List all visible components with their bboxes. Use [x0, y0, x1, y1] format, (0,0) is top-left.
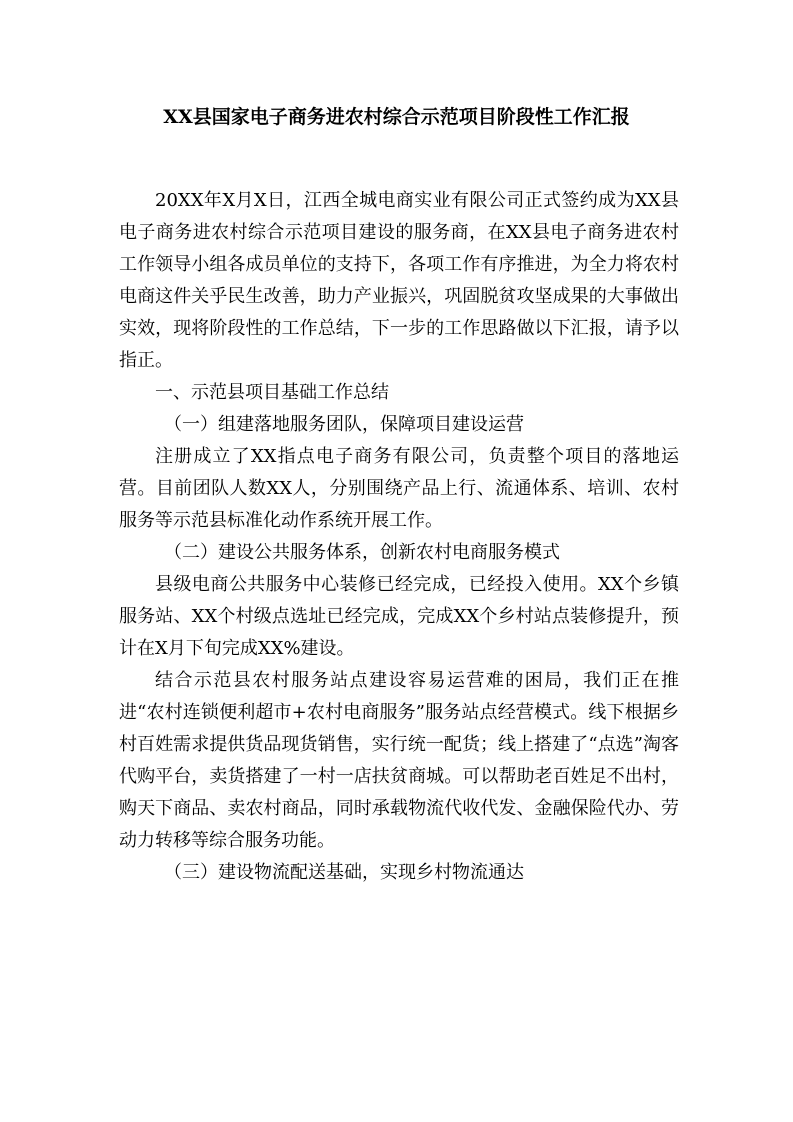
document-title: XX县国家电子商务进农村综合示范项目阶段性工作汇报: [163, 106, 630, 128]
paragraph: 县级电商公共服务中心装修已经完成，已经投入使用。XX个乡镇服务站、XX个村级点选址已经完成，完成XX个乡村站点装修提升，预计在X月下旬完成XX%建设。: [119, 574, 679, 659]
subsection-heading: （一）组建落地服务团队，保障项目建设运营: [164, 414, 524, 435]
section-heading: 一、示范县项目基础工作总结: [155, 382, 389, 403]
paragraph-intro: 20XX年X月X日，江西全城电商实业有限公司正式签约成为XX县电子商务进农村综合示范项目建设的服务商，在XX县电子商务进农村工作领导小组各成员单位的支持下，各项工作有序推进，为全力将农村电商这件关乎民生改善，助力产业振兴，巩固脱贫攻坚成果的大事做出实效，现将阶段性的工作总结，下一步的工作思路做以下汇报，请予以指正。: [119, 190, 679, 371]
document-body: [119, 185, 679, 889]
subsection-heading: （三）建设物流配送基础，实现乡村物流通达: [164, 862, 524, 883]
paragraph: 注册成立了XX指点电子商务有限公司，负责整个项目的落地运营。目前团队人数XX人，分别围绕产品上行、流通体系、培训、农村服务等示范县标准化动作系统开展工作。: [119, 446, 679, 531]
subsection-heading: （二）建设公共服务体系，创新农村电商服务模式: [164, 542, 560, 563]
paragraph: 结合示范县农村服务站点建设容易运营难的困局，我们正在推进“农村连锁便利超市+农村电商服务”服务站点经营模式。线下根据乡村百姓需求提供货品现货销售，实行统一配货；线上搭建了“点选”淘客代购平台，卖货搭建了一村一店扶贫商城。可以帮助老百姓足不出村，购天下商品、卖农村商品，同时承载物流代收代发、金融保险代办、劳动力转移等综合服务功能。: [119, 670, 679, 851]
